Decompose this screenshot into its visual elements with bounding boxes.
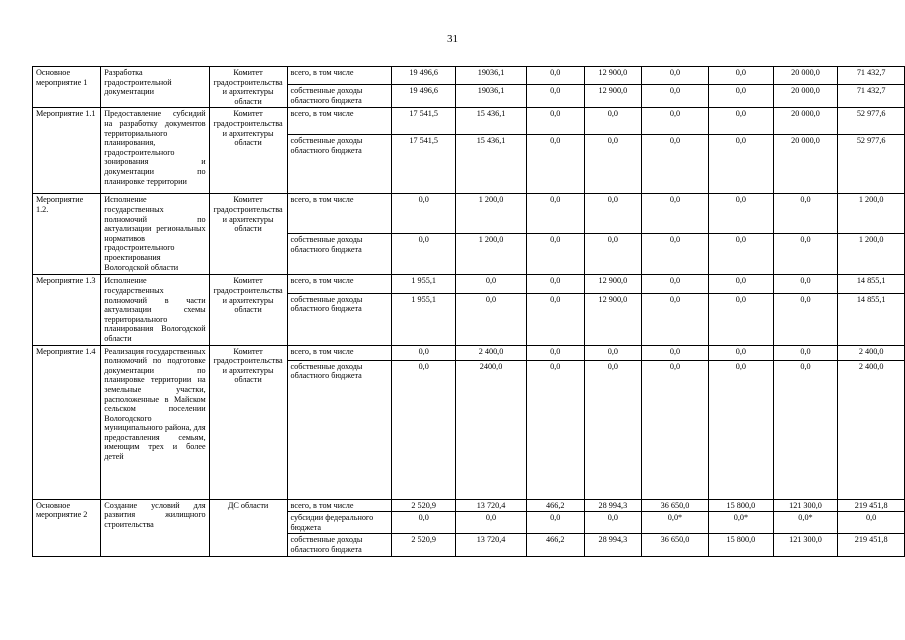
table-row xyxy=(33,108,905,135)
amount-cell: 0,0 xyxy=(526,360,584,499)
name-cell: Реализация государственных полномочий по подготовке документации по планировке территории на земельные участки, расположенные в Майском сельском поселении Вологодского муниципального района, для предоставления семьям, имеющим трех и более детей xyxy=(101,345,209,499)
amount-cell: 71 432,7 xyxy=(838,67,905,85)
amount-cell: 0,0 xyxy=(709,345,773,360)
amount-cell: 0,0 xyxy=(641,234,708,275)
amount-cell: 19036,1 xyxy=(456,84,526,107)
amount-cell: 14 855,1 xyxy=(838,275,905,293)
amount-cell: 0,0 xyxy=(641,135,708,194)
amount-cell: 0,0 xyxy=(584,234,641,275)
amount-cell: 0,0 xyxy=(773,275,838,293)
amount-cell: 0,0 xyxy=(709,108,773,135)
funding-source-cell: собственные доходы областного бюджета xyxy=(287,135,391,194)
amount-cell: 20 000,0 xyxy=(773,84,838,107)
amount-cell: 0,0 xyxy=(773,194,838,234)
table-row xyxy=(33,275,905,293)
executor-cell: Комитет градостроительства и архитектуры области xyxy=(209,108,287,194)
amount-cell: 0,0 xyxy=(709,67,773,85)
amount-cell: 0,0 xyxy=(584,360,641,499)
amount-cell: 2 400,0 xyxy=(838,345,905,360)
amount-cell: 0,0 xyxy=(709,234,773,275)
amount-cell: 0,0 xyxy=(526,512,584,534)
table-row xyxy=(33,345,905,360)
amount-cell: 0,0 xyxy=(773,234,838,275)
amount-cell: 0,0 xyxy=(584,135,641,194)
executor-cell: Комитет градостроительства и архитектуры области xyxy=(209,67,287,108)
amount-cell: 0,0 xyxy=(709,84,773,107)
funding-source-cell: субсидии федерального бюджета xyxy=(287,512,391,534)
amount-cell: 0,0 xyxy=(391,234,455,275)
amount-cell: 0,0* xyxy=(773,512,838,534)
event-cell: Основное мероприятие 1 xyxy=(33,67,101,108)
amount-cell: 20 000,0 xyxy=(773,67,838,85)
amount-cell: 0,0 xyxy=(641,84,708,107)
funding-source-cell: всего, в том числе xyxy=(287,194,391,234)
amount-cell: 0,0 xyxy=(641,194,708,234)
event-cell: Мероприятие 1.4 xyxy=(33,345,101,499)
amount-cell: 20 000,0 xyxy=(773,135,838,194)
amount-cell: 0,0 xyxy=(456,512,526,534)
amount-cell: 0,0 xyxy=(773,360,838,499)
executor-cell: Комитет градостроительства и архитектуры области xyxy=(209,345,287,499)
amount-cell: 0,0 xyxy=(456,293,526,345)
amount-cell: 2400,0 xyxy=(456,360,526,499)
amount-cell: 28 994,3 xyxy=(584,499,641,512)
executor-cell: ДС области xyxy=(209,499,287,557)
event-cell: Мероприятие 1.2. xyxy=(33,194,101,275)
amount-cell: 0,0 xyxy=(709,194,773,234)
amount-cell: 1 955,1 xyxy=(391,293,455,345)
amount-cell: 36 650,0 xyxy=(641,499,708,512)
amount-cell: 0,0 xyxy=(641,293,708,345)
amount-cell: 0,0 xyxy=(526,345,584,360)
amount-cell: 0,0 xyxy=(391,512,455,534)
executor-cell: Комитет градостроительства и архитектуры области xyxy=(209,275,287,345)
amount-cell: 15 436,1 xyxy=(456,108,526,135)
amount-cell: 0,0 xyxy=(641,67,708,85)
amount-cell: 19 496,6 xyxy=(391,84,455,107)
amount-cell: 19 496,6 xyxy=(391,67,455,85)
amount-cell: 0,0 xyxy=(456,275,526,293)
amount-cell: 15 800,0 xyxy=(709,534,773,557)
amount-cell: 0,0 xyxy=(641,275,708,293)
amount-cell: 0,0* xyxy=(641,512,708,534)
amount-cell: 28 994,3 xyxy=(584,534,641,557)
table-row xyxy=(33,67,905,85)
amount-cell: 0,0 xyxy=(641,360,708,499)
amount-cell: 12 900,0 xyxy=(584,67,641,85)
event-cell: Мероприятие 1.3 xyxy=(33,275,101,345)
event-cell: Основное мероприятие 2 xyxy=(33,499,101,557)
amount-cell: 466,2 xyxy=(526,499,584,512)
name-cell: Предоставление субсидий на разработку документов территориального планирования, градостроительного зонирования и документации по планировке территории xyxy=(101,108,209,194)
amount-cell: 0,0 xyxy=(584,194,641,234)
funding-source-cell: всего, в том числе xyxy=(287,275,391,293)
amount-cell: 0,0 xyxy=(391,194,455,234)
table-row xyxy=(33,194,905,234)
funding-source-cell: всего, в том числе xyxy=(287,499,391,512)
amount-cell: 0,0 xyxy=(773,345,838,360)
amount-cell: 15 800,0 xyxy=(709,499,773,512)
amount-cell: 12 900,0 xyxy=(584,84,641,107)
funding-source-cell: всего, в том числе xyxy=(287,108,391,135)
amount-cell: 20 000,0 xyxy=(773,108,838,135)
amount-cell: 0,0* xyxy=(709,512,773,534)
amount-cell: 19036,1 xyxy=(456,67,526,85)
funding-source-cell: собственные доходы областного бюджета xyxy=(287,234,391,275)
amount-cell: 219 451,8 xyxy=(838,499,905,512)
amount-cell: 12 900,0 xyxy=(584,293,641,345)
amount-cell: 12 900,0 xyxy=(584,275,641,293)
amount-cell: 121 300,0 xyxy=(773,534,838,557)
amount-cell: 0,0 xyxy=(709,293,773,345)
page-number: 31 xyxy=(447,33,458,45)
amount-cell: 71 432,7 xyxy=(838,84,905,107)
amount-cell: 0,0 xyxy=(526,67,584,85)
funding-source-cell: собственные доходы областного бюджета xyxy=(287,534,391,557)
amount-cell: 13 720,4 xyxy=(456,499,526,512)
amount-cell: 0,0 xyxy=(526,84,584,107)
amount-cell: 1 200,0 xyxy=(838,194,905,234)
name-cell: Создание условий для развития жилищного строительства xyxy=(101,499,209,557)
amount-cell: 2 520,9 xyxy=(391,534,455,557)
amount-cell: 2 400,0 xyxy=(456,345,526,360)
amount-cell: 1 200,0 xyxy=(456,194,526,234)
amount-cell: 0,0 xyxy=(526,234,584,275)
funding-source-cell: всего, в том числе xyxy=(287,67,391,85)
funding-source-cell: собственные доходы областного бюджета xyxy=(287,360,391,499)
amount-cell: 121 300,0 xyxy=(773,499,838,512)
amount-cell: 0,0 xyxy=(773,293,838,345)
amount-cell: 0,0 xyxy=(584,345,641,360)
amount-cell: 1 200,0 xyxy=(456,234,526,275)
table-row xyxy=(33,499,905,512)
amount-cell: 52 977,6 xyxy=(838,135,905,194)
funding-source-cell: собственные доходы областного бюджета xyxy=(287,293,391,345)
amount-cell: 15 436,1 xyxy=(456,135,526,194)
amount-cell: 0,0 xyxy=(709,135,773,194)
executor-cell: Комитет градостроительства и архитектуры области xyxy=(209,194,287,275)
amount-cell: 0,0 xyxy=(709,360,773,499)
program-table xyxy=(32,66,905,557)
amount-cell: 0,0 xyxy=(526,293,584,345)
amount-cell: 0,0 xyxy=(838,512,905,534)
funding-source-cell: собственные доходы областного бюджета xyxy=(287,84,391,107)
amount-cell: 0,0 xyxy=(526,194,584,234)
amount-cell: 0,0 xyxy=(584,108,641,135)
amount-cell: 1 200,0 xyxy=(838,234,905,275)
amount-cell: 52 977,6 xyxy=(838,108,905,135)
amount-cell: 0,0 xyxy=(526,135,584,194)
amount-cell: 2 400,0 xyxy=(838,360,905,499)
amount-cell: 0,0 xyxy=(584,512,641,534)
name-cell: Исполнение государственных полномочий в части актуализации схемы территориального планирования Вологодской области xyxy=(101,275,209,345)
name-cell: Разработка градостроительной документации xyxy=(101,67,209,108)
amount-cell: 36 650,0 xyxy=(641,534,708,557)
amount-cell: 0,0 xyxy=(526,108,584,135)
name-cell: Исполнение государственных полномочий по актуализации региональных нормативов градостроительного проектирования Вологодской области xyxy=(101,194,209,275)
amount-cell: 466,2 xyxy=(526,534,584,557)
amount-cell: 17 541,5 xyxy=(391,135,455,194)
amount-cell: 17 541,5 xyxy=(391,108,455,135)
funding-source-cell: всего, в том числе xyxy=(287,345,391,360)
amount-cell: 1 955,1 xyxy=(391,275,455,293)
amount-cell: 0,0 xyxy=(641,345,708,360)
amount-cell: 0,0 xyxy=(526,275,584,293)
amount-cell: 0,0 xyxy=(641,108,708,135)
amount-cell: 0,0 xyxy=(709,275,773,293)
amount-cell: 14 855,1 xyxy=(838,293,905,345)
amount-cell: 13 720,4 xyxy=(456,534,526,557)
amount-cell: 219 451,8 xyxy=(838,534,905,557)
event-cell: Мероприятие 1.1 xyxy=(33,108,101,194)
amount-cell: 2 520,9 xyxy=(391,499,455,512)
amount-cell: 0,0 xyxy=(391,345,455,360)
amount-cell: 0,0 xyxy=(391,360,455,499)
